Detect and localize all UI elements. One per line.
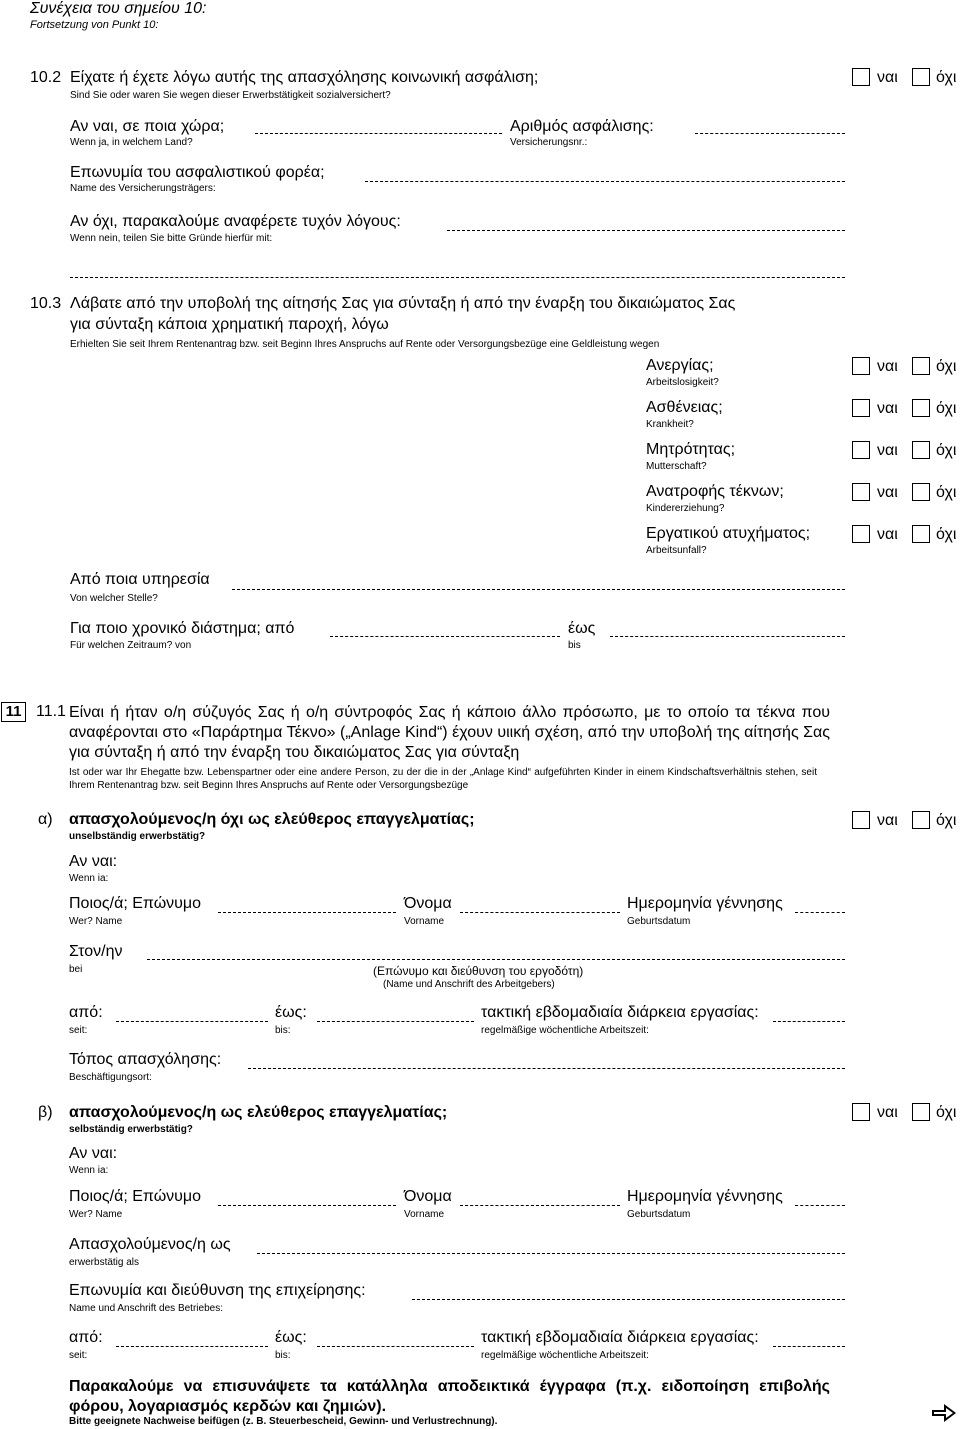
q11-b-yes-label: ναι	[877, 1104, 898, 1121]
q10-2-number: 10.2	[30, 69, 62, 86]
q10-2-no-checkbox[interactable]	[912, 68, 930, 86]
benefit-maternity-label-de: Mutterschaft?	[646, 461, 707, 472]
section-11-box: 11	[1, 702, 26, 722]
benefit-childcare-label: Ανατροφής τέκνων;	[646, 483, 784, 500]
benefit-illness-yes-label: ναι	[877, 400, 898, 417]
q11-a-letter: α)	[38, 811, 53, 828]
q11-b-no-label: όχι	[936, 1104, 957, 1121]
q11-a-employer-hint: (Επώνυμο και διεύθυνση του εργοδότη)	[373, 964, 584, 978]
q11-b-hours-label: τακτική εβδομαδιαία διάρκεια εργασίας:	[481, 1329, 759, 1346]
benefit-unemployment-yes-label: ναι	[877, 358, 898, 375]
insurance-number-label-de: Versicherungsnr.:	[510, 137, 588, 148]
benefit-unemployment-no-checkbox[interactable]	[912, 357, 930, 375]
carrier-input[interactable]	[365, 181, 845, 182]
q11-b-hours-label-de: regelmäßige wöchentliche Arbeitszeit:	[481, 1350, 649, 1361]
q11-b-surname-label: Ποιος/ά; Επώνυμο	[69, 1188, 202, 1205]
benefit-accident-yes-label: ναι	[877, 526, 898, 543]
q11-a-from-label-de: seit:	[69, 1025, 88, 1036]
benefit-accident-label: Εργατικού ατυχήματος;	[646, 525, 811, 542]
q10-3-number: 10.3	[30, 295, 62, 312]
benefit-illness-label-de: Krankheit?	[646, 419, 694, 430]
q11-b-surname-input[interactable]	[218, 1205, 396, 1206]
benefit-maternity-yes-checkbox[interactable]	[852, 441, 870, 459]
benefit-unemployment-no-label: όχι	[936, 358, 957, 375]
q11-a-dob-input[interactable]	[795, 912, 845, 913]
benefit-maternity-yes-label: ναι	[877, 442, 898, 459]
q10-2-yes-label: ναι	[877, 69, 898, 86]
q11-b-firstname-input[interactable]	[460, 1205, 620, 1206]
benefit-childcare-label-de: Kindererziehung?	[646, 503, 725, 514]
benefit-maternity-no-checkbox[interactable]	[912, 441, 930, 459]
benefit-unemployment-yes-checkbox[interactable]	[852, 357, 870, 375]
benefit-accident-label-de: Arbeitsunfall?	[646, 545, 707, 556]
period-to-input[interactable]	[610, 636, 845, 637]
page-title: Συνέχεια του σημείου 10:	[30, 0, 207, 17]
q11-b-dob-label-de: Geburtsdatum	[627, 1209, 691, 1220]
benefit-accident-no-checkbox[interactable]	[912, 525, 930, 543]
q11-b-business-label-de: Name und Anschrift des Betriebes:	[69, 1303, 223, 1314]
period-label-de: Für welchen Zeitraum? von	[70, 640, 192, 651]
q11-b-text: απασχολούμενος/η ως ελεύθερος επαγγελματίας;	[69, 1104, 448, 1121]
benefit-unemployment-label: Ανεργίας;	[646, 357, 714, 374]
q11-b-text-de: selbständig erwerbstätig?	[69, 1124, 193, 1135]
until-label-de: bis	[568, 640, 581, 651]
q11-a-hours-label-de: regelmäßige wöchentliche Arbeitszeit:	[481, 1025, 649, 1036]
q11-a-ifyes-de: Wenn ia:	[69, 873, 109, 884]
benefit-illness-label: Ασθένειας;	[646, 399, 723, 416]
q11-b-ifyes-de: Wenn ia:	[69, 1165, 109, 1176]
q11-a-from-input[interactable]	[116, 1021, 268, 1022]
q11-a-to-label: έως:	[275, 1004, 307, 1021]
q11-a-surname-input[interactable]	[218, 912, 396, 913]
benefit-illness-no-checkbox[interactable]	[912, 399, 930, 417]
q11-a-workplace-label-de: Beschäftigungsort:	[69, 1072, 152, 1083]
q11-b-to-input[interactable]	[317, 1346, 474, 1347]
q11-b-no-checkbox[interactable]	[912, 1103, 930, 1121]
q11-b-letter: β)	[38, 1104, 53, 1121]
country-input[interactable]	[255, 133, 502, 134]
q10-2-text-de: Sind Sie oder waren Sie wegen dieser Erwerbstätigkeit sozialversichert?	[70, 90, 391, 101]
continue-arrow-icon	[930, 1402, 958, 1424]
q11-a-hours-label: τακτική εβδομαδιαία διάρκεια εργασίας:	[481, 1004, 759, 1021]
q10-3-text-de: Erhielten Sie seit Ihrem Rentenantrag bzw. seit Beginn Ihres Anspruchs auf Rente oder Versorgungsbezüge eine Geldleistung wegen	[70, 339, 660, 350]
insurance-number-input[interactable]	[695, 133, 845, 134]
q11-a-employer-hint-de: (Name und Anschrift des Arbeitgebers)	[383, 979, 555, 990]
q11-b-yes-checkbox[interactable]	[852, 1103, 870, 1121]
q11-a-dob-label-de: Geburtsdatum	[627, 916, 691, 927]
q10-2-yes-checkbox[interactable]	[852, 68, 870, 86]
reason-label: Αν όχι, παρακαλούμε αναφέρετε τυχόν λόγους:	[70, 213, 401, 230]
q11-b-to-label-de: bis:	[275, 1350, 291, 1361]
q10-3-text-line-1: Λάβατε από την υποβολή της αίτησής Σας για σύνταξη ή από την έναρξη του δικαιώματος Σας	[70, 295, 736, 312]
q11-a-yes-label: ναι	[877, 812, 898, 829]
q11-b-occupation-input[interactable]	[257, 1253, 845, 1254]
benefit-childcare-yes-checkbox[interactable]	[852, 483, 870, 501]
q11-a-surname-label: Ποιος/ά; Επώνυμο	[69, 895, 202, 912]
carrier-label: Επωνυμία του ασφαλιστικού φορέα;	[70, 164, 325, 181]
q11-b-dob-input[interactable]	[795, 1205, 845, 1206]
q11-b-from-label-de: seit:	[69, 1350, 88, 1361]
q10-3-text-line-2: για σύνταξη κάποια χρηματική παροχή, λόγω	[70, 316, 389, 333]
q11-b-occupation-label: Απασχολούμενος/η ως	[69, 1236, 231, 1253]
benefit-childcare-no-label: όχι	[936, 484, 957, 501]
q11-b-business-label: Επωνυμία και διεύθυνση της επιχείρησης:	[69, 1282, 366, 1299]
q11-1-text: Είναι ή ήταν ο/η σύζυγός Σας ή ο/η σύντροφός Σας ή κάποιο άλλο πρόσωπο, με το οποίο τα τέκνα που αναφέρονται στο «Παράρτημα Τέκνο» („Anlage Kind“) έχουν υιική σχέση, από την υποβολή της αίτησής Σας για σύνταξη ή από την έναρξη του δικαιώματος Σας για σύνταξη	[69, 704, 830, 761]
q11-b-business-input[interactable]	[412, 1299, 845, 1300]
q11-b-ifyes: Αν ναι:	[69, 1145, 118, 1162]
carrier-label-de: Name des Versicherungsträgers:	[70, 183, 216, 194]
q11-b-firstname-label: Όνομα	[404, 1188, 452, 1205]
q11-a-firstname-label: Όνομα	[404, 895, 452, 912]
q11-a-firstname-label-de: Vorname	[404, 916, 445, 927]
q11-b-hours-input[interactable]	[773, 1346, 845, 1347]
reason-input-line-1[interactable]	[447, 230, 845, 231]
until-label: έως	[568, 620, 596, 637]
q11-a-to-input[interactable]	[317, 1021, 474, 1022]
benefit-accident-yes-checkbox[interactable]	[852, 525, 870, 543]
evidence-note: Παρακαλούμε να επισυνάψετε τα κατάλληλα αποδεικτικά έγγραφα (π.χ. ειδοποίηση επιβολής φόρου, λογαριασμός κερδών και ζημιών).	[69, 1378, 830, 1415]
q11-a-surname-label-de: Wer? Name	[69, 916, 123, 927]
benefit-unemployment-label-de: Arbeitslosigkeit?	[646, 377, 719, 388]
benefit-childcare-no-checkbox[interactable]	[912, 483, 930, 501]
q11-a-text: απασχολούμενος/η όχι ως ελεύθερος επαγγελματίας;	[69, 811, 475, 828]
q11-a-dob-label: Ημερομηνία γέννησης	[627, 895, 783, 912]
agency-label-de: Von welcher Stelle?	[70, 593, 158, 604]
q11-b-from-input[interactable]	[116, 1346, 268, 1347]
q11-a-employer-label-de: bei	[69, 964, 83, 975]
country-label: Αν ναι, σε ποια χώρα;	[70, 118, 225, 135]
q11-a-to-label-de: bis:	[275, 1025, 291, 1036]
page-subtitle: Fortsetzung von Punkt 10:	[30, 19, 159, 31]
agency-input[interactable]	[232, 589, 845, 590]
period-label: Για ποιο χρονικό διάστημα; από	[70, 620, 295, 637]
period-from-input[interactable]	[330, 636, 560, 637]
benefit-maternity-label: Μητρότητας;	[646, 441, 736, 458]
benefit-illness-yes-checkbox[interactable]	[852, 399, 870, 417]
q11-a-no-checkbox[interactable]	[912, 811, 930, 829]
evidence-note-de: Bitte geeignete Nachweise beifügen (z. B. Steuerbescheid, Gewinn- und Verlustrechnung).	[69, 1416, 498, 1427]
q11-a-no-label: όχι	[936, 812, 957, 829]
q11-a-yes-checkbox[interactable]	[852, 811, 870, 829]
benefit-accident-no-label: όχι	[936, 526, 957, 543]
benefit-maternity-no-label: όχι	[936, 442, 957, 459]
benefit-illness-no-label: όχι	[936, 400, 957, 417]
benefit-childcare-yes-label: ναι	[877, 484, 898, 501]
q11-a-employer-label: Στον/ην	[69, 943, 123, 960]
q11-1-text-de: Ist oder war Ihr Ehegatte bzw. Lebenspartner oder eine andere Person, zu der die in der „Anlage Kind“ aufgeführten Kinder in einem Kindschaftsverhältnis stehen, seit Ihrem Rentenantrag bzw. seit Beginn Ihres Anspruchs auf Rente oder Versorgungsbezüge	[69, 767, 817, 791]
q11-a-ifyes: Αν ναι:	[69, 853, 118, 870]
q10-2-text: Είχατε ή έχετε λόγω αυτής της απασχόλησης κοινωνική ασφάλιση;	[70, 69, 539, 86]
q11-a-employer-input[interactable]	[147, 959, 845, 960]
q11-a-firstname-input[interactable]	[460, 912, 620, 913]
q11-a-text-de: unselbständig erwerbstätig?	[69, 831, 206, 842]
q11-b-firstname-label-de: Vorname	[404, 1209, 445, 1220]
q11-a-workplace-input[interactable]	[248, 1068, 845, 1069]
q10-2-no-label: όχι	[936, 69, 957, 86]
reason-label-de: Wenn nein, teilen Sie bitte Gründe hierfür mit:	[70, 233, 273, 244]
q11-a-from-label: από:	[69, 1004, 103, 1021]
insurance-number-label: Αριθμός ασφάλισης:	[510, 118, 654, 135]
q11-1-number: 11.1	[36, 703, 66, 720]
q11-a-workplace-label: Τόπος απασχόλησης:	[69, 1051, 222, 1068]
agency-label: Από ποια υπηρεσία	[70, 571, 210, 588]
q11-b-to-label: έως:	[275, 1329, 307, 1346]
q11-b-from-label: από:	[69, 1329, 103, 1346]
reason-input-line-2[interactable]	[70, 277, 845, 278]
country-label-de: Wenn ja, in welchem Land?	[70, 137, 193, 148]
q11-b-occupation-label-de: erwerbstätig als	[69, 1257, 140, 1268]
q11-b-dob-label: Ημερομηνία γέννησης	[627, 1188, 783, 1205]
q11-a-hours-input[interactable]	[773, 1021, 845, 1022]
q11-b-surname-label-de: Wer? Name	[69, 1209, 123, 1220]
